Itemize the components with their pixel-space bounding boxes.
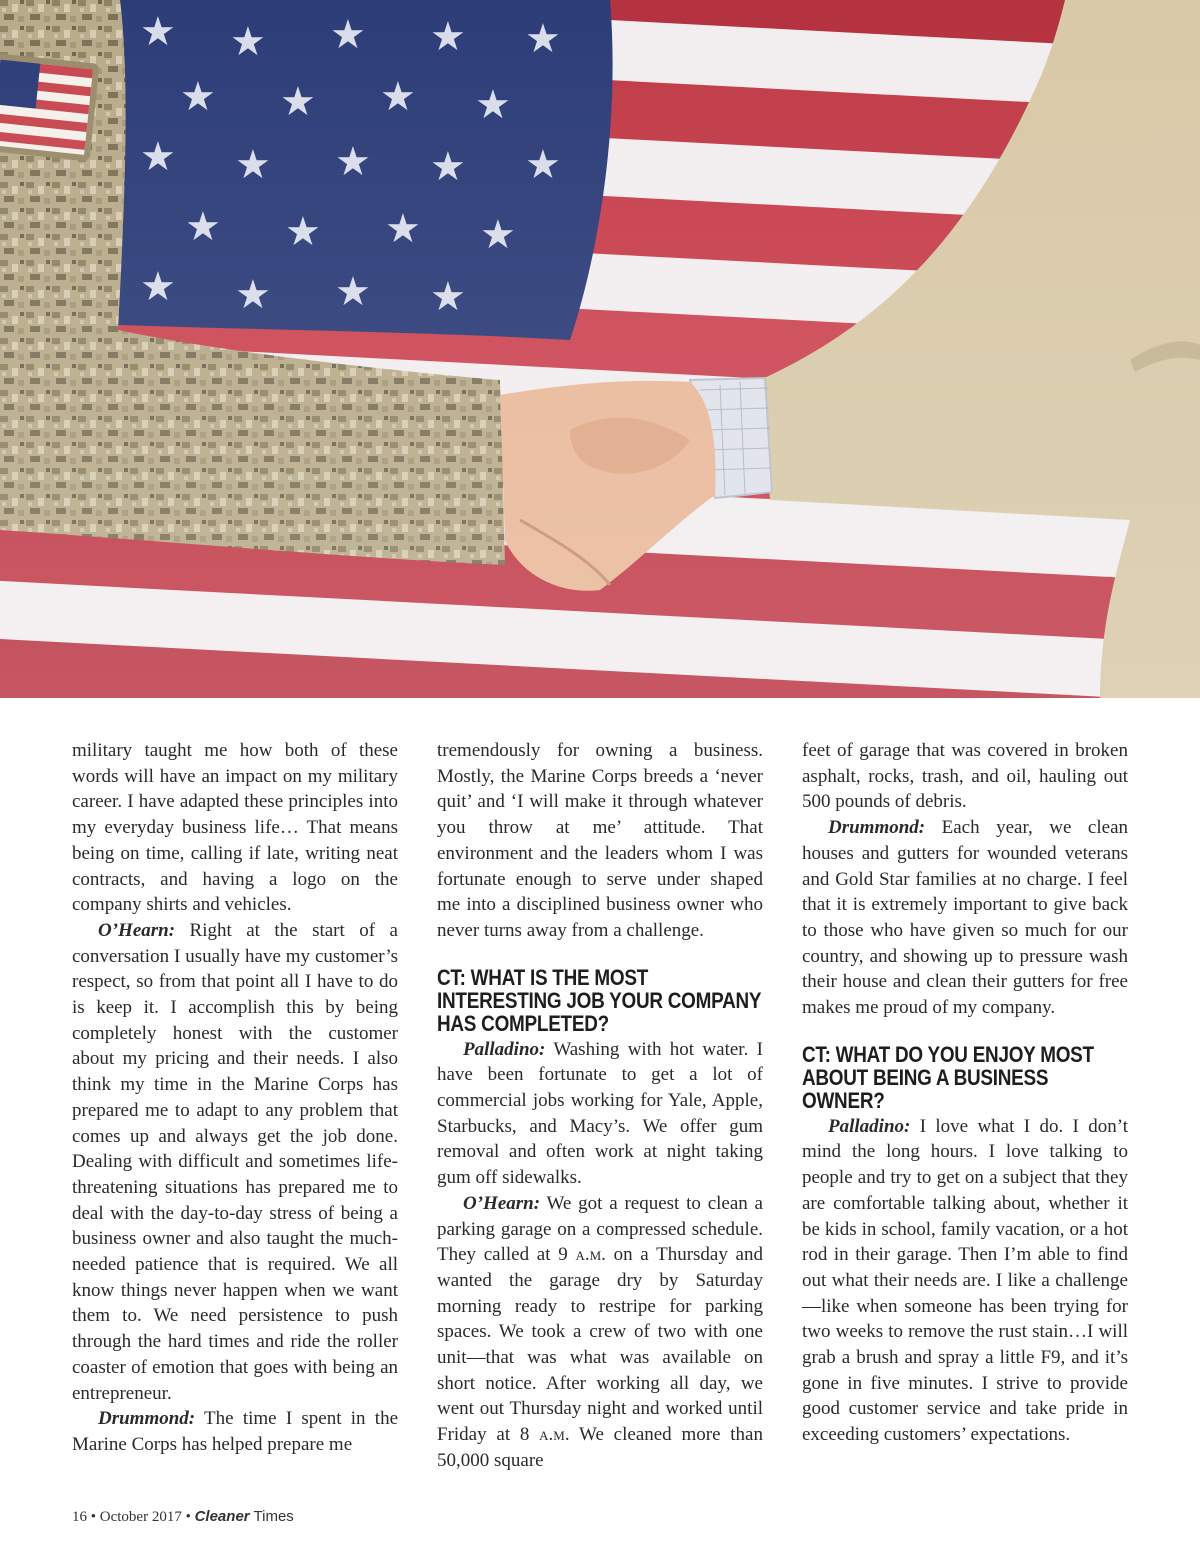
column-2 — [437, 738, 763, 1478]
article-body — [72, 738, 1128, 1478]
speaker-name: Palladino: — [828, 1115, 911, 1137]
paragraph — [802, 815, 1128, 1021]
column-1 — [72, 738, 398, 1478]
paragraph — [72, 918, 398, 1406]
separator: • — [87, 1509, 100, 1525]
answer-text: The time I spent in the Marine Corps has helped prepare me — [72, 1408, 398, 1455]
paragraph: military taught me how both of these words will have an impact on my military career. I have adapted these principles into my everyday business life… That means being on time, calling if late, writing neat contracts, and having a logo on the company shirts and vehicles. — [72, 740, 398, 916]
paragraph — [437, 1191, 763, 1474]
page-footer — [72, 1508, 294, 1526]
answer-text: We got a request to clean a parking garage on a compressed schedule. They called at 9 — [437, 1192, 763, 1266]
magazine-name-italic: Cleaner — [194, 1508, 250, 1525]
question-heading: CT: WHAT DO YOU ENJOY MOST ABOUT BEING A BUSINESS OWNER? — [802, 1041, 1094, 1113]
question-heading: CT: WHAT IS THE MOST INTERESTING JOB YOUR COMPANY HAS COMPLETED? — [437, 964, 761, 1036]
speaker-name: Drummond: — [828, 817, 926, 839]
handshake-flag-icon — [0, 0, 1200, 698]
speaker-name: Drummond: — [98, 1408, 196, 1430]
answer-text: We cleaned more than 50,000 square — [437, 1424, 763, 1471]
paragraph — [437, 1037, 763, 1191]
speaker-name: Palladino: — [463, 1038, 546, 1060]
time-am: a.m. — [575, 1244, 606, 1266]
issue-date: October 2017 — [99, 1509, 182, 1525]
page-number: 16 — [72, 1509, 87, 1525]
magazine-name — [195, 1508, 294, 1525]
answer-text: Each year, we clean houses and gutters for wounded veterans and Gold Star families at no charge. I feel that it is extremely important to give back to those who have given so much for our country, and showing up to pressure wash their house and clean their gutters for free makes me proud of my company. — [802, 817, 1128, 1019]
hero-photo — [0, 0, 1200, 698]
answer-text: Right at the start of a conversation I usually have my customer’s respect, so from that point all I have to do is keep it. I accomplish this by being completely honest with the customer about my pricing and their needs. I also think my time in the Marine Corps has prepared me to adapt to any problem that comes up and always get the job done. Dealing with difficult and sometimes life-threatening situations has prepared me to deal with the day-to-day stress of being a business owner and also taught the much-needed patience that is required. We all know things never happen when we want them to. We need persistence to push through the hard times and ride the roller coaster of emotion that goes with being an entrepreneur. — [72, 919, 398, 1404]
answer-text: Washing with hot water. I have been fortunate to get a lot of commercial jobs working for Yale, Apple, Starbucks, and Macy’s. We offer gum removal and often work at night taking gum off sidewalks. — [437, 1038, 763, 1189]
paragraph: tremendously for owning a business. Mostly, the Marine Corps breeds a ‘never quit’ and ‘I will make it through whatever you throw at me’ attitude. That environment and the leaders whom I was fortunate enough to serve under shaped me into a disciplined business owner who never turns away from a challenge. — [437, 740, 763, 941]
separator: • — [181, 1509, 195, 1525]
answer-text: I love what I do. I don’t mind the long hours. I love talking to people and try to get on a subject that they are comfortable talking about, whether it be kids in school, family vacation, or a hot rod in their garage. Then I’m able to find out what their needs are. I like a challenge—like when someone has been trying for two weeks to remove the rust stain…I will grab a brush and spray a little F9, and it’s gone in five minutes. I strive to provide good customer service and take pride in exceeding customers’ expectations. — [802, 1115, 1128, 1446]
paragraph: feet of garage that was covered in broken asphalt, rocks, trash, and oil, hauling out 500 pounds of debris. — [802, 740, 1128, 813]
answer-text: on a Thursday and wanted the garage dry by Saturday morning ready to restripe for parking spaces. We took a crew of two with one unit—that was what was available on short notice. After working all day, we went out Thursday night and worked until Friday at 8 — [437, 1244, 763, 1446]
column-3 — [802, 738, 1128, 1478]
time-am: a.m. — [539, 1424, 570, 1446]
paragraph — [72, 1406, 398, 1457]
speaker-name: O’Hearn: — [463, 1192, 541, 1214]
magazine-name-rest: Times — [249, 1508, 294, 1525]
paragraph — [802, 1114, 1128, 1448]
speaker-name: O’Hearn: — [98, 919, 176, 941]
